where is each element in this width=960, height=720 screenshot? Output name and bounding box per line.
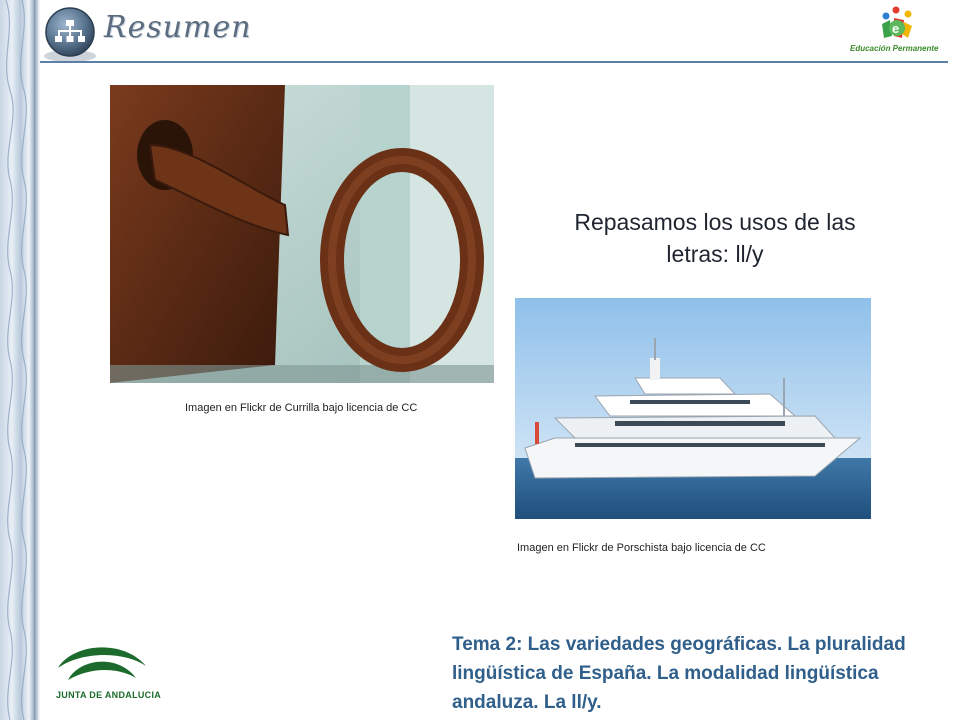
left-decorative-strip xyxy=(0,0,34,720)
left-strip-shadow xyxy=(34,0,40,720)
svg-text:e: e xyxy=(892,21,900,36)
brand-name: Educación Permanente xyxy=(850,44,939,53)
header-divider xyxy=(40,61,948,63)
slide-heading-line1: Repasamos los usos de las xyxy=(574,209,856,235)
slide-heading xyxy=(540,206,890,270)
yacht-photo xyxy=(515,298,871,519)
junta-de-andalucia-text: JUNTA DE ANDALUCIA xyxy=(56,690,162,700)
yacht-photo-caption: Imagen en Flickr de Porschista bajo licencia de CC xyxy=(517,542,766,554)
slide-heading-line2: letras: ll/y xyxy=(666,241,764,267)
org-chart-icon xyxy=(40,4,100,64)
page-title: Resumen xyxy=(104,10,252,45)
key-photo-caption: Imagen en Flickr de Currilla bajo licencia de CC xyxy=(185,402,418,414)
rusty-key-photo xyxy=(110,85,494,383)
topic-title: Tema 2: Las variedades geográficas. La pluralidad lingüística de España. La modalidad lingüística andaluza. La ll/y. xyxy=(452,634,906,713)
